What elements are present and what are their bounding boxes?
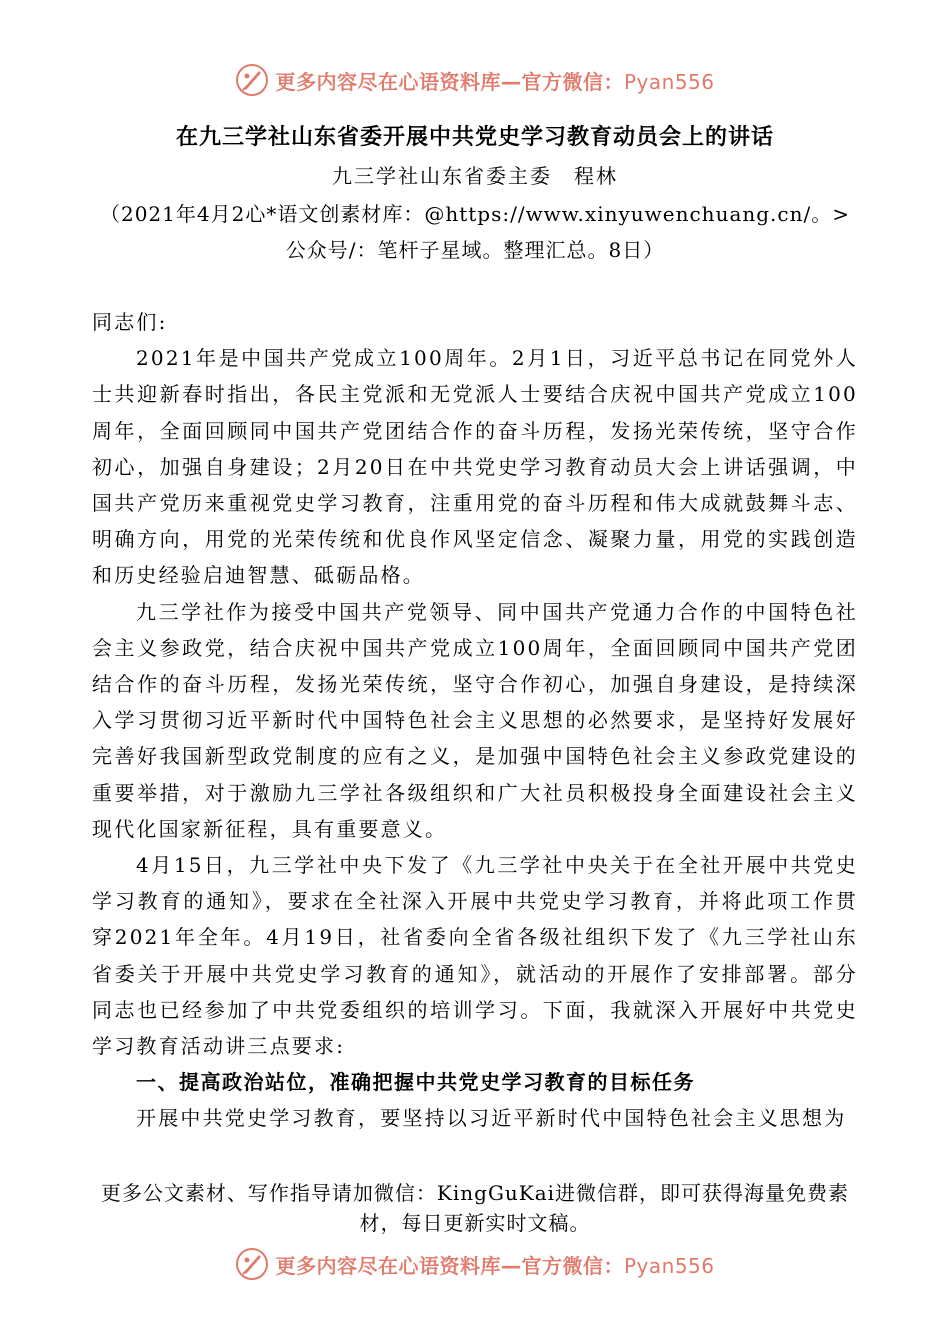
banner-text bbox=[275, 66, 714, 95]
banner-text bbox=[275, 1250, 714, 1279]
wechat-id: Pyan556 bbox=[623, 69, 715, 94]
speech-body bbox=[92, 304, 858, 1137]
author-line: 九三学社山东省委主委 程林 bbox=[332, 164, 618, 188]
source-note: （2021年4月2心*语文创素材库：@https://www.xinyuwenchuang.cn/。>公众号/：笔杆子星域。整理汇总。8日） bbox=[99, 202, 850, 262]
footer-note: 更多公文素材、写作指导请加微信：KingGuKai进微信群，即可获得海量免费素材，每日更新实时文稿。 bbox=[100, 1181, 850, 1235]
salutation: 同志们: bbox=[92, 310, 168, 334]
page-title: 在九三学社山东省委开展中共党史学习教育动员会上的讲话 bbox=[175, 124, 774, 150]
paragraph: 开展中共党史学习教育，要坚持以习近平新时代中国特色社会主义思想为 bbox=[136, 1106, 847, 1131]
paragraph: 2021年是中国共产党成立100周年。2月1日，习近平总书记在同党外人士共迎新春时指出，各民主党派和无党派人士要结合庆祝中国共产党成立100周年，全面回顾同中国共产党团结合作的奋斗历程，发扬光荣传统，坚守合作初心，加强自身建设；2月20日在中共党史学习教育动员大会上讲话强调，中国共产党历来重视党史学习教育，注重用党的奋斗历程和伟大成就鼓舞斗志、明确方向，用党的光荣传统和优良作风坚定信念、凝聚力量，用党的实践创造和历史经验启迪智慧、砥砺品格。 bbox=[92, 346, 858, 588]
top-banner bbox=[0, 60, 950, 100]
banner-main: 更多内容尽在心语资料库—官方微信： bbox=[275, 69, 624, 94]
section-heading: 一、提高政治站位，准确把握中共党史学习教育的目标任务 bbox=[136, 1070, 695, 1095]
quill-seal-icon bbox=[235, 1247, 269, 1281]
paragraph: 4月15日，九三学社中央下发了《九三学社中央关于在全社开展中共党史学习教育的通知》，要求在全社深入开展中共党史学习教育，并将此项工作贯穿2021年全年。4月19日，社省委向全省各级社组织下发了《九三学社山东省委关于开展中共党史学习教育的通知》，就活动的开展作了安排部署。部分同志也已经参加了中共党委组织的培训学习。下面，我就深入开展好中共党史学习教育活动讲三点要求: bbox=[92, 853, 858, 1059]
bottom-banner bbox=[0, 1244, 950, 1284]
quill-seal-icon bbox=[235, 63, 269, 97]
wechat-id: Pyan556 bbox=[623, 1253, 715, 1278]
banner-main: 更多内容尽在心语资料库—官方微信： bbox=[275, 1253, 624, 1278]
paragraph: 九三学社作为接受中国共产党领导、同中国共产党通力合作的中国特色社会主义参政党，结合庆祝中国共产党成立100周年，全面回顾同中国共产党团结合作的奋斗历程，发扬光荣传统，坚守合作初心，加强自身建设，是持续深入学习贯彻习近平新时代中国特色社会主义思想的必然要求，是坚持好发展好完善好我国新型政党制度的应有之义，是加强中国特色社会主义参政党建设的重要举措，对于激励九三学社各级组织和广大社员积极投身全面建设社会主义现代化国家新征程，具有重要意义。 bbox=[92, 599, 858, 841]
